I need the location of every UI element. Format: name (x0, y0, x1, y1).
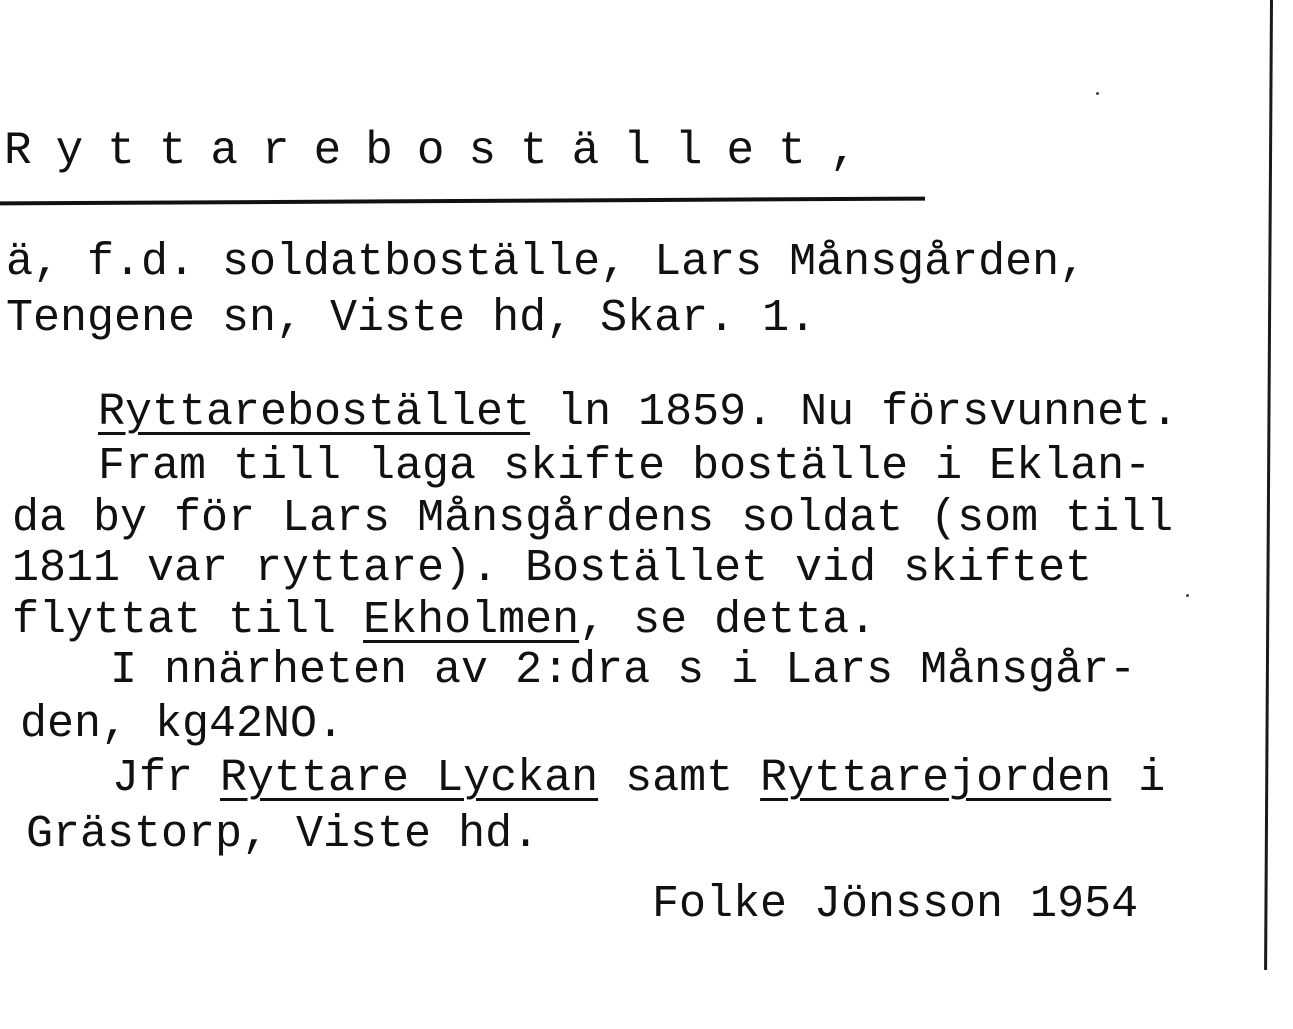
paragraph-1-line-1 (98, 387, 1179, 438)
paragraph-1-line-3: da by för Lars Månsgårdens soldat (som till (12, 493, 1174, 544)
card-edge-line (1264, 0, 1273, 970)
card-title: Ryttarebostället, (4, 125, 882, 177)
speck (1096, 92, 1099, 95)
title-block (4, 125, 882, 177)
paragraph-3-line-1-before: Jfr (112, 753, 221, 804)
place-name-ekholmen: Ekholmen (363, 595, 580, 646)
speck (1186, 594, 1189, 597)
place-name-ryttarejorden: Ryttarejorden (760, 753, 1112, 804)
paragraph-2-line-1: I nnärheten av 2:dra s i Lars Månsgår- (110, 645, 1137, 696)
paragraph-1-line-5-before: flyttat till (12, 595, 364, 646)
signature: Folke Jönsson 1954 (652, 879, 1139, 930)
paragraph-1-line-5-after: , se detta. (579, 595, 877, 646)
title-underline (0, 197, 925, 206)
paragraph-3-line-1-mid: samt (598, 753, 761, 804)
location-line-2: Tengene sn, Viste hd, Skar. 1. (6, 293, 817, 344)
paragraph-3-line-1-after: i (1111, 753, 1166, 804)
place-name-ryttare-lyckan: Ryttare Lyckan (220, 753, 599, 804)
paragraph-3-line-1 (112, 753, 1166, 804)
location-line-1: ä, f.d. soldatboställe, Lars Månsgården, (6, 237, 1087, 288)
paragraph-1-line-1-text: ln 1859. Nu försvunnet. (530, 387, 1179, 438)
paragraph-3-line-2: Grästorp, Viste hd. (26, 809, 540, 860)
paragraph-1-line-5 (12, 595, 877, 646)
paragraph-1-line-4: 1811 var ryttare). Bostället vid skiftet (12, 543, 1093, 594)
paragraph-1-line-2: Fram till laga skifte boställe i Eklan- (98, 441, 1152, 492)
paragraph-2-line-2: den, kg42NO. (20, 699, 345, 750)
place-name-ryttarebostallet: Ryttarebostället (98, 387, 531, 438)
